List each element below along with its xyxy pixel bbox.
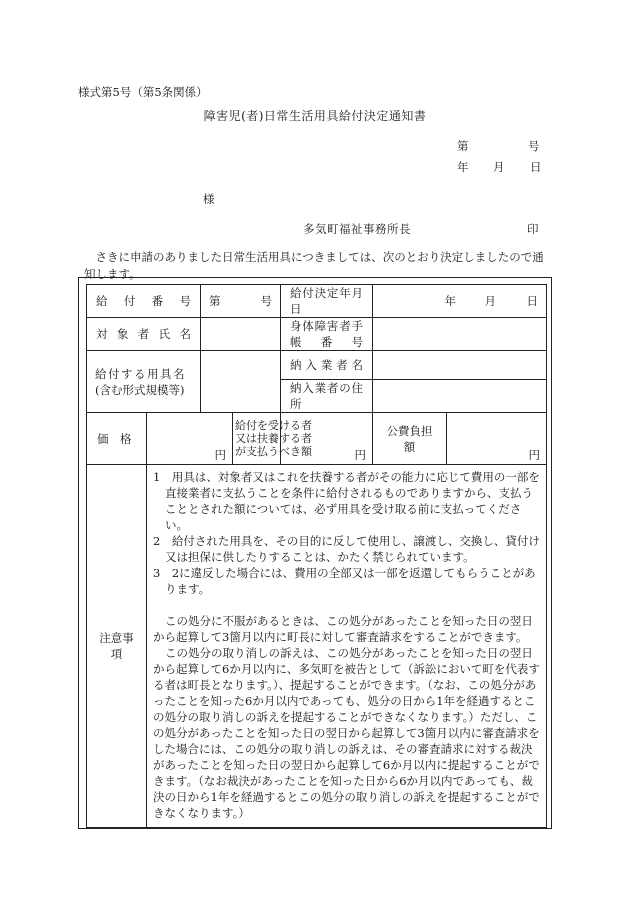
note-appeal-paragraph: この処分に不服があるときは、この処分があったことを知った日の翌日から起算して3箇月以内に町長に対して審査請求をすることができます。 xyxy=(153,614,533,644)
equipment-name-value[interactable] xyxy=(201,351,281,413)
grant-number-cell xyxy=(201,285,281,318)
label-user-burden xyxy=(233,413,312,465)
label-user-burden-line3: が支払うべき額 xyxy=(235,445,312,458)
table-row-notes xyxy=(87,465,547,828)
label-equipment-name xyxy=(87,351,201,413)
label-user-burden-line2: 又は扶養する者 xyxy=(235,432,312,445)
label-certificate-number: 身体障害者手帳番号 xyxy=(281,318,373,351)
user-burden-value-yen[interactable]: 円 xyxy=(281,413,373,465)
form-number-label: 様式第5号（第5条関係） xyxy=(78,85,208,99)
issue-date-year: 年 xyxy=(457,160,469,174)
addressee-honorific: 様 xyxy=(203,192,215,206)
note-item-1: 1 用具は、対象者又はこれを扶養する者がその能力に応じて費用の一部を直接業者に支払うことを条件に給付されるものでありますから、支払うこととされた額については、必ず用具を受け取る前に支払ってください。 xyxy=(153,470,540,532)
certificate-number-value[interactable] xyxy=(373,318,547,351)
document-number-suffix: 号 xyxy=(528,139,540,153)
intro-paragraph: さきに申請のありました日常生活用具につきましては、次のとおり決定しましたので通知します。 xyxy=(84,250,544,281)
document-number-prefix: 第 xyxy=(457,139,469,153)
label-public-burden: 公費負担額 xyxy=(373,413,447,465)
table-row-price xyxy=(87,413,547,465)
seal-mark: 印 xyxy=(527,222,539,236)
table-row-equipment xyxy=(87,351,547,380)
vendor-name-value[interactable] xyxy=(373,351,547,380)
decision-table xyxy=(86,284,547,828)
decision-date-cell xyxy=(373,285,547,318)
notes-content xyxy=(147,465,547,828)
note-lawsuit-paragraph: この処分の取り消しの訴えは、この処分があったことを知った日の翌日から起算して6か月以内に、多気町を被告として（訴訟において町を代表する者は町長となります。）、提起することができます。（なお、この処分があったことを知った6か月以内であっても、処分の日から1年を経過するとこの処分の取り消しの訴えを提起することができなくなります。）ただし、この処分があったことを知った日の翌日から起算して3箇月以内に審査請求をした場合には、この処分の取り消しの訴えは、その審査請求に対する裁決があったことを知った日の翌日から起算して6か月以内に提起することができます。（なお裁決があったことを知った日から6か月以内であっても、裁決の日から1年を経過するとこの処分の取り消しの訴えを提起することができなくなります。） xyxy=(153,646,540,820)
label-equipment-line2: (含む形式規模等) xyxy=(95,382,185,397)
label-equipment-line1: 給付する用具名 xyxy=(95,366,186,381)
label-vendor-address: 納入業者の住所 xyxy=(281,380,373,413)
issue-date-month: 月 xyxy=(493,160,505,174)
note-item-2: 2 給付された用具を、その目的に反して使用し、譲渡し、交換し、貸付け又は担保に供したりすることは、かたく禁じられています。 xyxy=(153,534,540,564)
decision-date-year: 年 xyxy=(444,294,456,308)
notes-spacer xyxy=(153,597,540,613)
price-value-yen[interactable]: 円 xyxy=(147,413,233,465)
grant-number-prefix: 第 xyxy=(209,294,221,308)
label-grant-number: 給付番号 xyxy=(87,285,201,318)
label-subject-name: 対象者氏名 xyxy=(87,318,201,351)
subject-name-value[interactable] xyxy=(201,318,281,351)
grant-number-suffix: 号 xyxy=(260,294,272,308)
table-row-number xyxy=(87,285,547,318)
label-vendor-name: 納入業者名 xyxy=(281,351,373,380)
issue-date-day: 日 xyxy=(530,160,542,174)
label-notes: 注意事項 xyxy=(87,465,147,828)
issuer-name: 多気町福祉事務所長 xyxy=(303,222,411,236)
label-price: 価 格 xyxy=(87,413,147,465)
document-title: 障害児(者)日常生活用具給付決定通知書 xyxy=(203,109,427,123)
vendor-address-value[interactable] xyxy=(373,380,547,413)
public-burden-value-yen[interactable]: 円 xyxy=(447,413,547,465)
table-row-subject xyxy=(87,318,547,351)
note-item-3: 3 2に違反した場合には、費用の全部又は一部を返還してもらうことがあります。 xyxy=(153,566,536,596)
label-decision-date: 給付決定年月日 xyxy=(281,285,373,318)
label-user-burden-line1: 給付を受ける者 xyxy=(235,419,312,432)
decision-date-day: 日 xyxy=(526,294,538,308)
decision-date-month: 月 xyxy=(484,294,496,308)
